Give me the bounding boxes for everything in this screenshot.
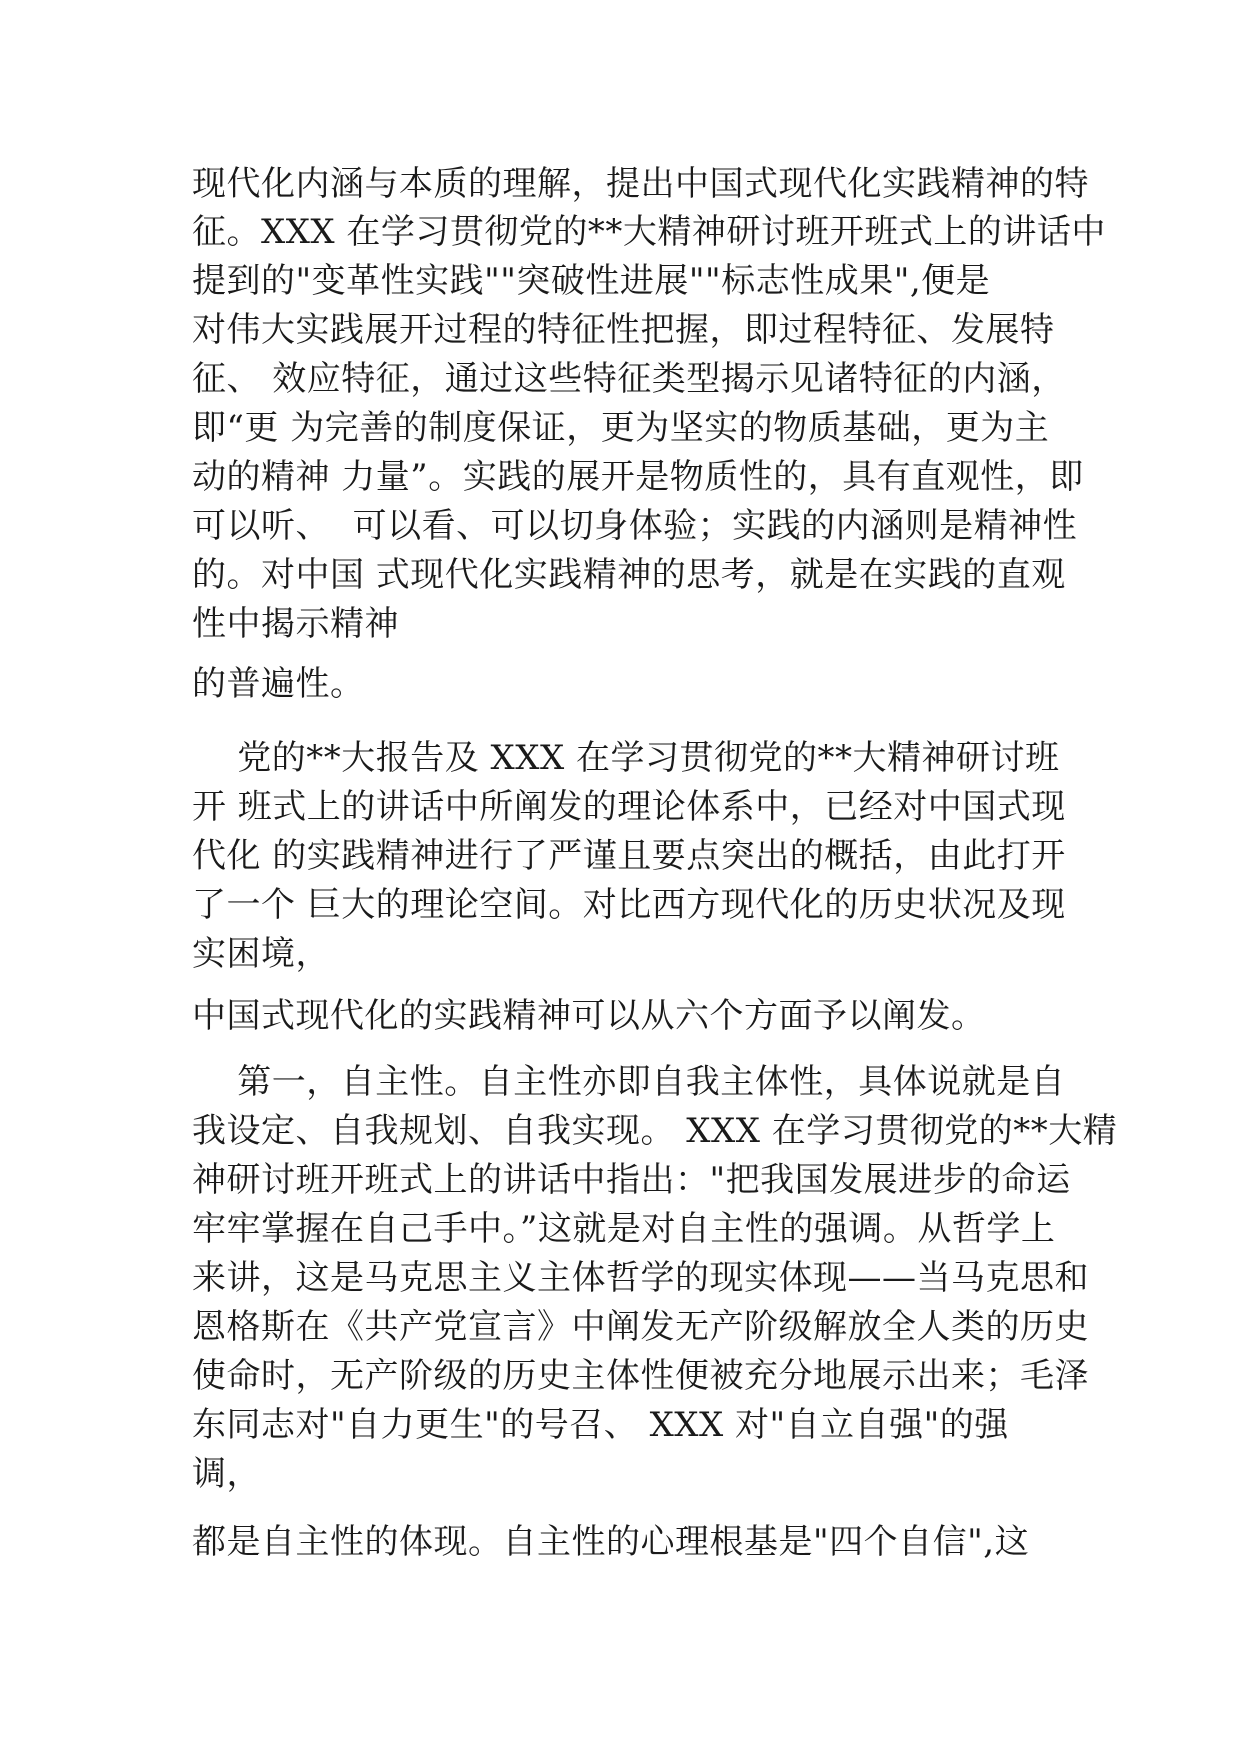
text-line: 的普遍性。 <box>192 664 365 704</box>
text-line: 牢牢掌握在自己手中。”这就是对自主性的强调。从哲学上 <box>192 1209 1056 1249</box>
text-line: 我设定、自我规划、自我实现。 XXX 在学习贯彻党的**大精 <box>192 1111 1118 1151</box>
text-line: 中国式现代化的实践精神可以从六个方面予以阐发。 <box>192 996 986 1036</box>
text-line: 现代化内涵与本质的理解，提出中国式现代化实践精神的特 <box>192 164 1089 204</box>
text-line: 使命时，无产阶级的历史主体性便被充分地展示出来；毛泽 <box>192 1356 1089 1396</box>
text-line: 即“更 为完善的制度保证，更为坚实的物质基础，更为主 <box>192 408 1050 448</box>
text-line: 东同志对"自力更生"的号召、 XXX 对"自立自强"的强 <box>192 1405 1009 1445</box>
text-line: 第一，自主性。自主性亦即自我主体性，具体说就是自 <box>192 1062 1066 1102</box>
text-line: 党的**大报告及 XXX 在学习贯彻党的**大精神研讨班 <box>192 738 1060 778</box>
text-line: 都是自主性的体现。自主性的心理根基是"四个自信",这 <box>192 1522 1030 1562</box>
text-line: 性中揭示精神 <box>192 604 399 644</box>
text-line: 的。对中国 式现代化实践精神的思考，就是在实践的直观 <box>192 555 1066 595</box>
text-line: 神研讨班开班式上的讲话中指出："把我国发展进步的命运 <box>192 1160 1071 1200</box>
text-line: 可以听、 可以看、可以切身体验；实践的内涵则是精神性 <box>192 506 1078 546</box>
text-line: 代化 的实践精神进行了严谨且要点突出的概括，由此打开 <box>192 836 1066 876</box>
text-line: 征、 效应特征，通过这些特征类型揭示见诸特征的内涵， <box>192 359 1066 399</box>
text-line: 实困境， <box>192 934 330 974</box>
text-line: 提到的"变革性实践""突破性进展""标志性成果",便是 <box>192 261 991 301</box>
text-line: 动的精神 力量”。实践的展开是物质性的，具有直观性，即 <box>192 457 1084 497</box>
text-line: 开 班式上的讲话中所阐发的理论体系中，已经对中国式现 <box>192 787 1066 827</box>
text-line: 调， <box>192 1454 261 1494</box>
text-line: 恩格斯在《共产党宣言》中阐发无产阶级解放全人类的历史 <box>192 1307 1089 1347</box>
text-line: 对伟大实践展开过程的特征性把握，即过程特征、发展特 <box>192 310 1055 350</box>
text-line: 征。XXX 在学习贯彻党的**大精神研讨班开班式上的讲话中 <box>192 212 1106 252</box>
text-line: 了一个 巨大的理论空间。对比西方现代化的历史状况及现 <box>192 885 1066 925</box>
text-line: 来讲，这是马克思主义主体哲学的现实体现——当马克思和 <box>192 1258 1089 1298</box>
